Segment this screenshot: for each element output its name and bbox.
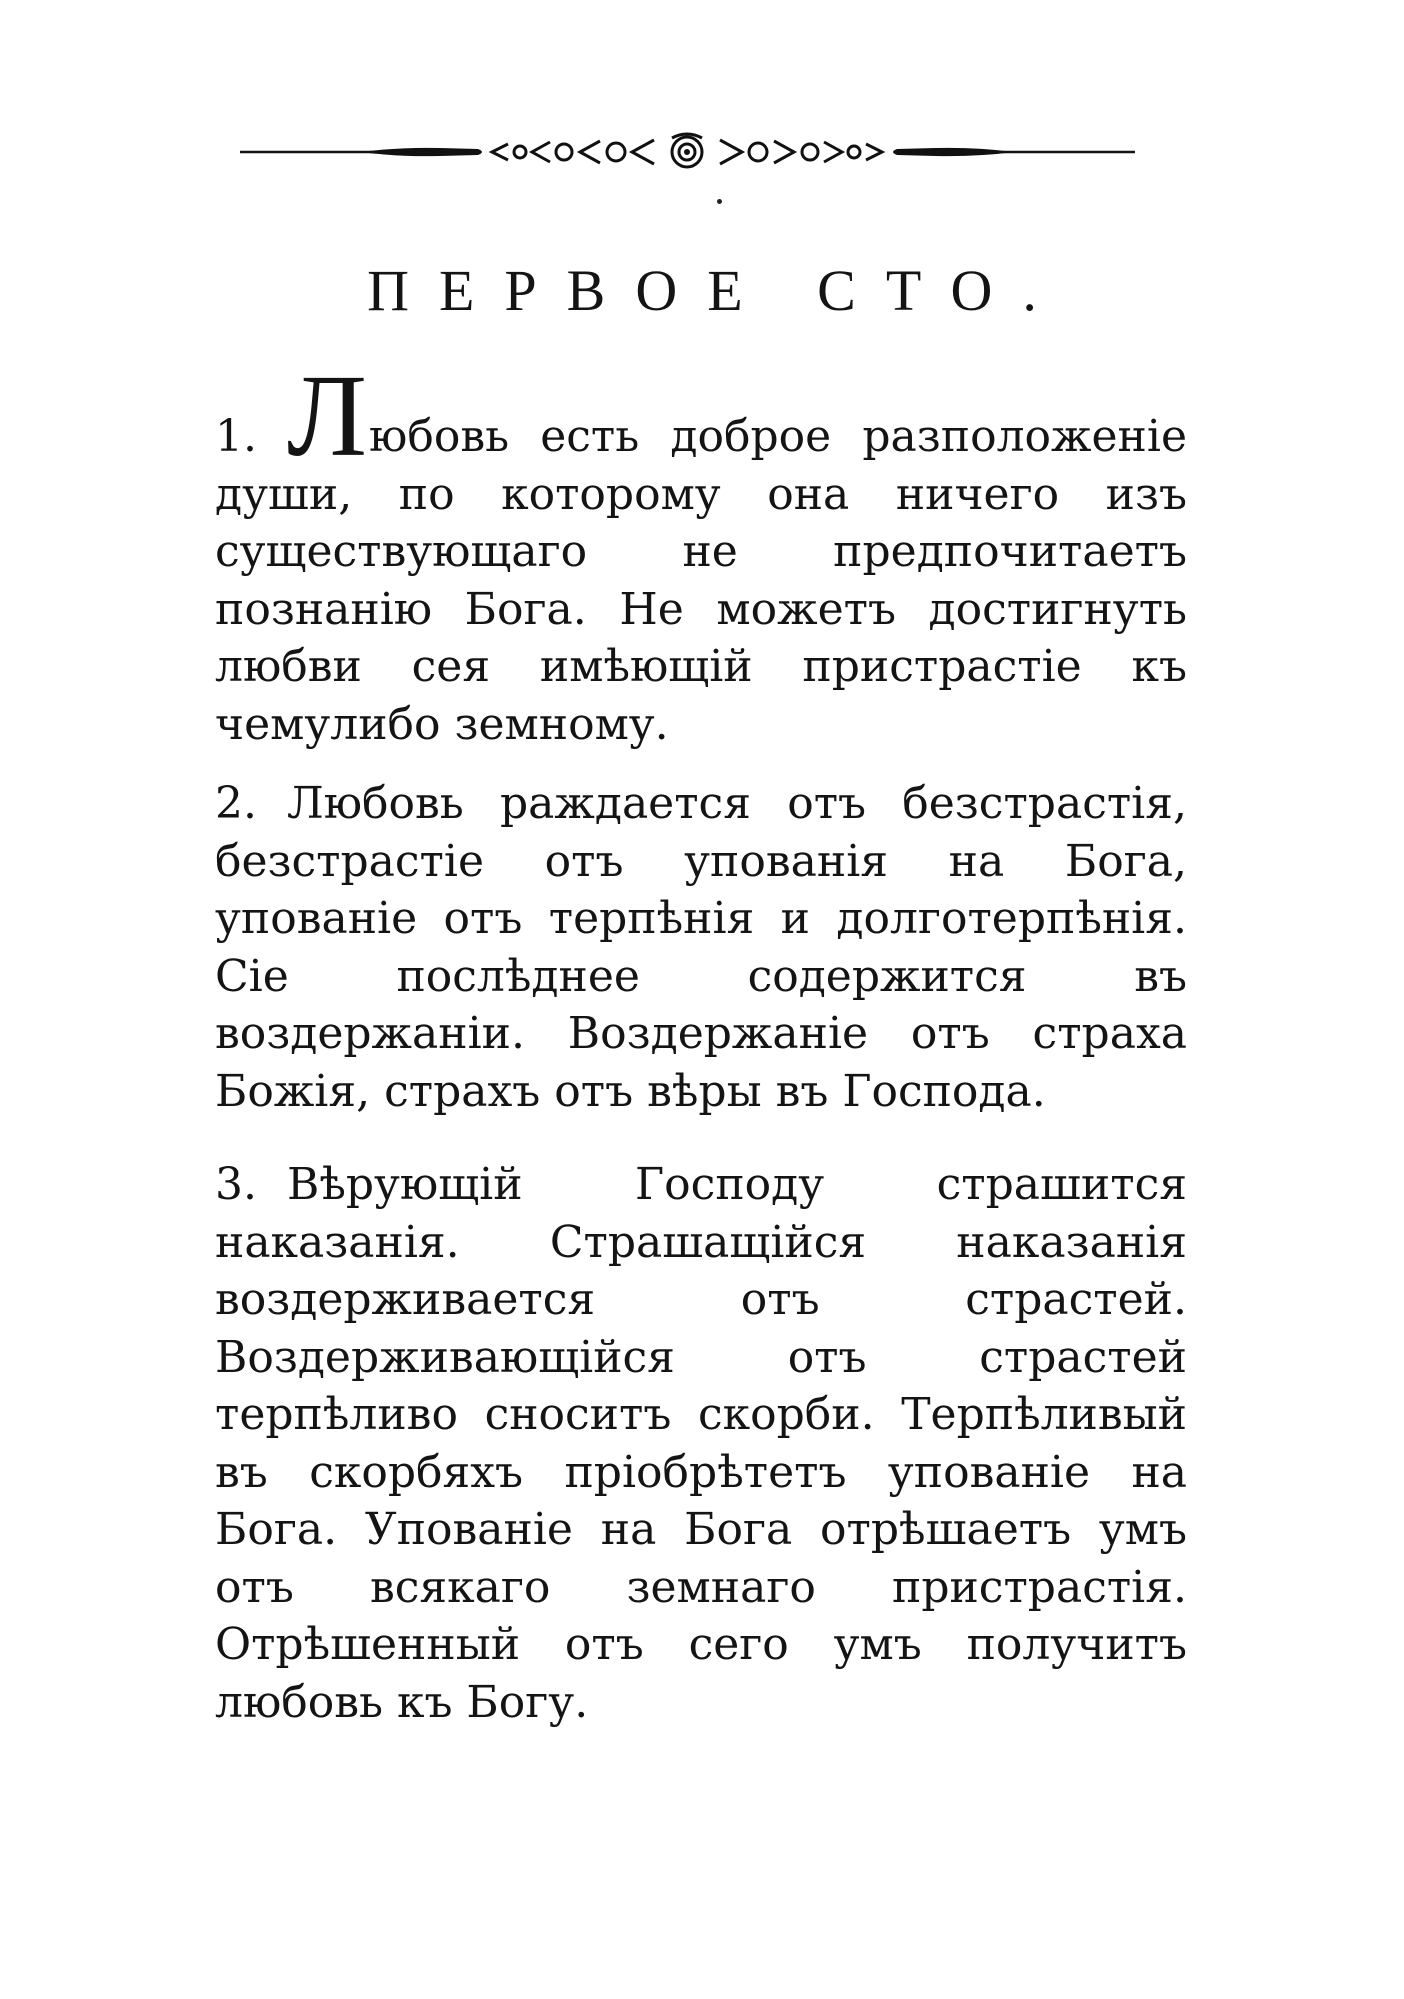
paragraph-text: Вѣрующій Господу страшится наказанія. Страшащійся наказанія воздерживается отъ страстей. Воздерживающійся отъ страстей терпѣливо сноситъ скорби. Терпѣливый въ скорбяхъ пріобрѣтетъ упованіе на Бога. Упованіе на Бога отрѣшаетъ умъ отъ всякаго земнаго пристрастія. Отрѣшенный отъ сего умъ получитъ любовь къ Богу. — [215, 1159, 1187, 1728]
paragraph-number: 3. — [215, 1159, 257, 1210]
paragraph-3 — [215, 1156, 1187, 1731]
paragraph-number: 1. — [215, 411, 257, 462]
paragraph-text: Любовь раждается отъ безстрастія, безстрастіе отъ упованія на Бога, упованіе отъ терпѣнія и долготерпѣнія. Сіе послѣднее содержится въ воздержаніи. Воздержаніе отъ страха Божія, страхъ отъ вѣры въ Господа. — [215, 778, 1187, 1117]
page-heading: ПЕРВОЕ СТО. — [367, 258, 1067, 323]
ink-speck — [717, 199, 722, 204]
decorative-headpiece-icon — [240, 132, 1135, 172]
paragraph-2 — [215, 775, 1187, 1120]
drop-cap: Л — [287, 350, 368, 481]
paragraph-text: юбовь есть доброе разположеніе души, по которому она ничего изъ существующаго не предпочитаетъ познанію Бога. Не можетъ достигнуть любви сея имѣющій пристрастіе къ чемулибо земному. — [215, 411, 1187, 750]
paragraph-1 — [215, 350, 1187, 753]
body-text — [215, 350, 1187, 1731]
paragraph-number: 2. — [215, 778, 257, 829]
